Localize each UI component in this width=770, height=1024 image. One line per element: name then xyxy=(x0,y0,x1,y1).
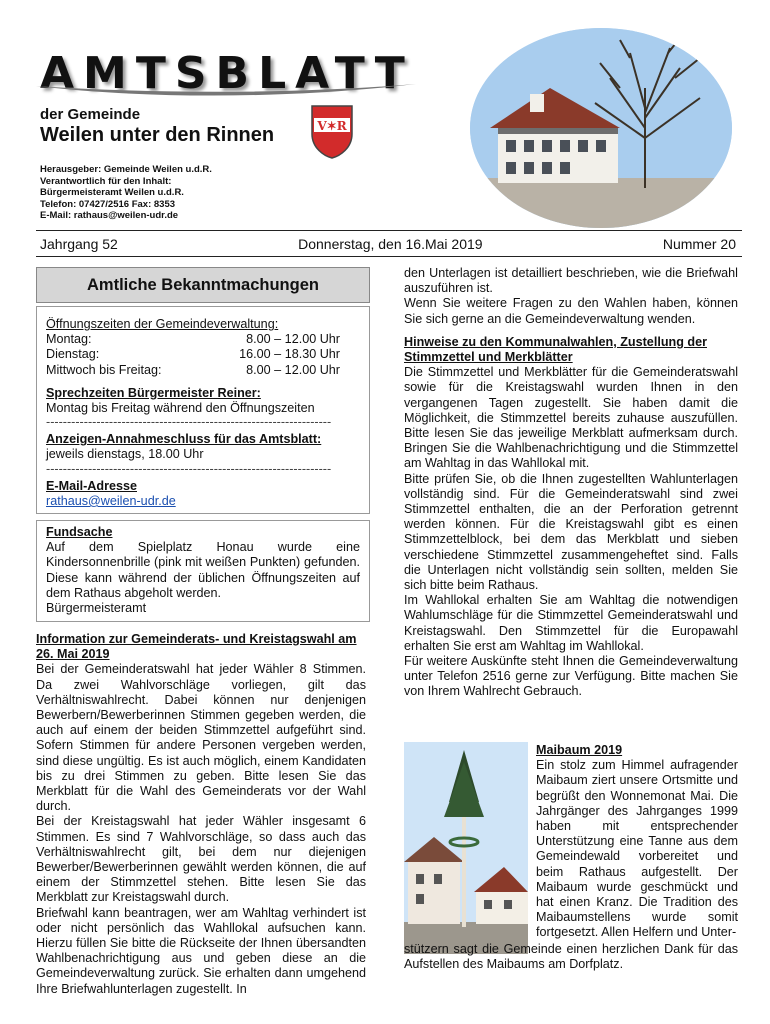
issue-number: Nummer 20 xyxy=(662,236,736,252)
lost-found-box xyxy=(36,520,370,622)
separator: -------------------------------------------------------------------- xyxy=(46,462,332,475)
hours-day: Mittwoch bis Freitag: xyxy=(46,362,162,377)
lost-found-text: Auf dem Spielplatz Honau wurde eine Kindersonnenbrille (pink mit weißen Punkten) gefunden. Diese kann während der üblichen Öffnungszeiten auf dem Rathaus abgeholt werden. xyxy=(46,540,360,600)
continuation-paragraph: Wenn Sie weitere Fragen zu den Wahlen haben, können Sie sich gerne an die Gemeindeverwaltung wenden. xyxy=(404,296,738,326)
notes-paragraph: Für weitere Auskünfte steht Ihnen die Gemeindeverwaltung unter Telefon 2516 gerne zur Verfügung. Bitte machen Sie von Ihrem Wahlrecht Gebrauch. xyxy=(404,654,738,699)
hours-time: 16.00 – 18.30 Uhr xyxy=(239,347,340,362)
maypole-title: Maibaum 2019 xyxy=(536,743,623,757)
hours-row xyxy=(46,363,360,378)
maypole-article-tail: stützern sagt die Gemeinde einen herzlichen Dank für das Aufstellen des Maibaums am Dorfplatz. xyxy=(404,942,738,972)
publisher-line: Verantwortlich für den Inhalt: xyxy=(40,175,172,187)
publisher-line: Herausgeber: Gemeinde Weilen u.d.R. xyxy=(40,164,212,175)
continuation-paragraph: den Unterlagen ist detailliert beschrieben, wie die Briefwahl auszuführen ist. xyxy=(404,266,738,296)
header-rule-top xyxy=(36,230,742,231)
hours-row xyxy=(46,332,360,347)
swoosh-decoration xyxy=(36,78,416,100)
hours-day: Dienstag: xyxy=(46,347,100,362)
notes-paragraph: Bitte prüfen Sie, ob die Ihnen zugestellten Wahlunterlagen vollständig sind. Für die Gemeinderatswahl sind zwei Stimmzettel enthalten, die an der Perforation getrennt werden können. Für die Kreistagswahl gibt es einen Stimmzettelblock, bei dem das Merkblatt und sieben verschiedene Stimmzettel zusammengeheftet sind. Falls die Unterlagen nicht vollständig sein sollten, melden Sie sich bitte beim Rathaus. xyxy=(404,471,738,593)
election-info-article xyxy=(36,632,366,997)
volume: Jahrgang 52 xyxy=(40,236,118,252)
hours-time: 8.00 – 12.00 Uhr xyxy=(246,362,340,377)
coat-of-arms-icon xyxy=(310,104,354,160)
issue-bar xyxy=(40,236,736,252)
publisher-line: Bürgermeisteramt Weilen u.d.R. xyxy=(40,187,184,198)
speech-hours-text: Montag bis Freitag während den Öffnungszeiten xyxy=(46,401,315,416)
publisher-line: E-Mail: rathaus@weilen-udr.de xyxy=(40,210,179,221)
maypole-article xyxy=(536,743,738,941)
separator: -------------------------------------------------------------------- xyxy=(46,416,332,429)
town-hall-photo xyxy=(470,28,732,228)
election-info-paragraph: Bei der Kreistagswahl hat jeder Wähler insgesamt 6 Stimmen. Es sind 7 Wahlvorschläge, so dass auch das Verhältniswahlrecht gilt, bei dem nur diejenigen Bewerber/Bewerberinnen gewählt werden können, die auf einem der Stimmzettel stehen. Bitte lesen Sie das Merkblatt zur Kreistagswahl durch. xyxy=(36,814,366,905)
lost-found-title: Fundsache xyxy=(46,525,113,539)
election-info-title: Information zur Gemeinderats- und Kreistagswahl am 26. Mai 2019 xyxy=(36,632,357,662)
municipality-name: Weilen unter den Rinnen xyxy=(40,124,275,146)
masthead-subtitle: der Gemeinde xyxy=(40,106,141,123)
maypole-photo xyxy=(404,742,528,954)
hours-time: 8.00 – 12.00 Uhr xyxy=(246,332,340,347)
notes-paragraph: Die Stimmzettel und Merkblätter für die Gemeinderatswahl sowie für die Kreistagswahl wurden Ihnen in den vergangenen Tagen zugestellt. Sie haben damit die Möglichkeit, die Stimmzettel bereits zuhause auszufüllen. Bitte lesen Sie das jeweilige Merkblatt aufmerksam durch. Bringen Sie die Wahlbenachrichtigung und die Stimmzettel am Wahltag in das Wahllokal mit. xyxy=(404,365,738,471)
election-info-paragraph: Bei der Gemeinderatswahl hat jeder Wähler 8 Stimmen. Da zwei Wahlvorschläge vorliegen, gilt das Verhältniswahlrecht. Dabei können nur denjenigen Bewerbern/Bewerberinnen Stimmen gegeben werden, die auch auf einem der beiden Stimmzettel aufgeführt sind. Sofern Stimmen für andere Personen vergeben werden, sind diese ungültig. Es ist auch möglich, einem Kandidaten bis zu drei Stimmen zu geben. Bitte lesen Sie das Merkblatt für die Wahl des Gemeinderats vor der Wahl durch. xyxy=(36,662,366,814)
publisher-info xyxy=(40,164,212,222)
section-heading: Amtliche Bekanntmachungen xyxy=(36,267,370,303)
publisher-line: Telefon: 07427/2516 Fax: 8353 xyxy=(40,198,176,210)
masthead-title: AMTSBLATT xyxy=(40,48,414,99)
hours-row xyxy=(46,347,360,362)
issue-date: Donnerstag, den 16.Mai 2019 xyxy=(298,236,483,252)
notes-title: Hinweise zu den Kommunalwahlen, Zustellung der Stimmzettel und Merkblätter xyxy=(404,334,707,365)
email-link[interactable]: rathaus@weilen-udr.de xyxy=(46,493,176,508)
election-info-paragraph: Briefwahl kann beantragen, wer am Wahltag verhindert ist oder nicht persönlich das Wahllokal aufsuchen kann. Hierzu füllen Sie bitte die Rückseite der Ihnen übersandten Wahlbenachrichtigung aus und geben diese an die Gemeindeverwaltung zurück. Sie erhalten dann umgehend Ihre Briefwahlunterlagen zugestellt. In xyxy=(36,905,366,996)
right-column-text xyxy=(404,266,738,700)
deadline-text: jeweils dienstags, 18.00 Uhr xyxy=(46,447,204,462)
hours-title: Öffnungszeiten der Gemeindeverwaltung: xyxy=(46,317,279,331)
header-rule-bottom xyxy=(36,256,742,257)
crest-text: V✶R xyxy=(317,119,347,133)
office-hours-box xyxy=(36,306,370,514)
notes-paragraph: Im Wahllokal erhalten Sie am Wahltag die notwendigen Wahlumschläge für die Stimmzettel Gemeinderatswahl und Kreistagswahl. Den Stimmzettel für die Europawahl erhalten Sie erst am Wahltag im Wahllokal. xyxy=(404,593,738,653)
lost-found-signature: Bürgermeisteramt xyxy=(46,601,147,616)
speech-hours-title: Sprechzeiten Bürgermeister Reiner: xyxy=(46,385,261,400)
hours-day: Montag: xyxy=(46,332,92,347)
email-title: E-Mail-Adresse xyxy=(46,478,137,493)
deadline-title: Anzeigen-Annahmeschluss für das Amtsblatt: xyxy=(46,432,322,447)
maypole-text: Ein stolz zum Himmel aufragender Maibaum ziert unsere Ortsmitte und begrüßt den Wonnemonat Mai. Die Jahrgänger des Jahrganges 1999 haben mit entsprechender Unterstützung eine Tanne aus dem Gemeindewald vorbereitet und beim Rathaus aufgestellt. Der Maibaum wurde geschmückt und hat einen Kranz. Die Tradition des Maibaumstellens wurde somit fortgesetzt. Allen Helfern und Unter- xyxy=(536,758,738,940)
